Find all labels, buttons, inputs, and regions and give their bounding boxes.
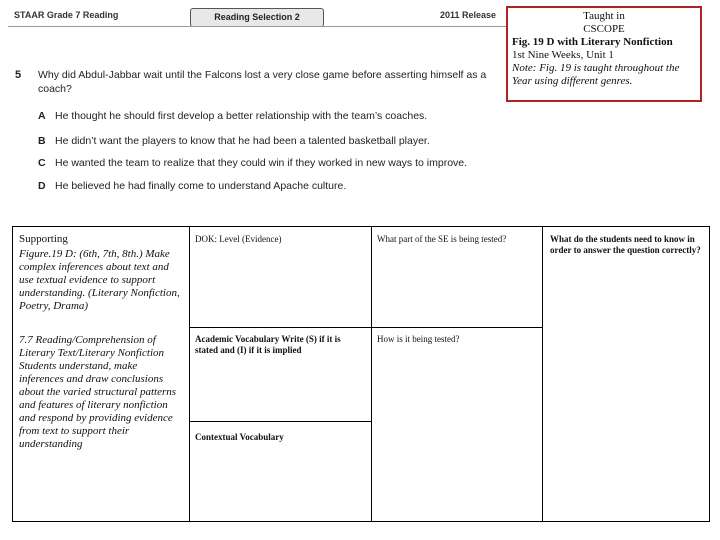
note-weeks: 1st Nine Weeks, Unit 1 bbox=[512, 49, 614, 61]
option-text: He didn’t want the players to know that he had been a talented basketball player. bbox=[55, 135, 430, 147]
dok-header: DOK: Level (Evidence) bbox=[195, 234, 282, 244]
supporting-label bbox=[19, 233, 184, 246]
students-need-header: What do the students need to know in order to answer the question correctly? bbox=[550, 234, 701, 255]
header-rule bbox=[8, 26, 513, 27]
supporting-text: Supporting bbox=[19, 233, 68, 245]
figure-text: Figure.19 D: (6th, 7th, 8th.) Make complex inferences about text and use textual evidence to support understanding. (Literary Nonfiction, Poetry, Drama) bbox=[19, 248, 180, 312]
option-letter: B bbox=[38, 135, 46, 147]
option-letter: D bbox=[38, 180, 46, 192]
planning-table bbox=[12, 226, 710, 522]
divider bbox=[189, 421, 371, 422]
reading-standard bbox=[19, 334, 184, 451]
selection-tab: Reading Selection 2 bbox=[190, 8, 324, 27]
option-letter: C bbox=[38, 157, 46, 169]
note-cscope: CSCOPE bbox=[583, 23, 625, 35]
cscope-note bbox=[506, 6, 702, 102]
se-part-header: What part of the SE is being tested? bbox=[377, 234, 507, 244]
note-remark: Note: Fig. 19 is taught throughout the Year using different genres. bbox=[512, 62, 680, 87]
option-b bbox=[38, 135, 430, 147]
test-header: STAAR Grade 7 Reading bbox=[14, 10, 119, 20]
note-fig: Fig. 19 D with Literary Nonfiction bbox=[512, 36, 673, 48]
option-text: He believed he had finally come to understand Apache culture. bbox=[55, 180, 347, 192]
how-tested-header: How is it being tested? bbox=[377, 334, 460, 344]
option-a bbox=[38, 110, 427, 122]
academic-vocab-header: Academic Vocabulary Write (S) if it is stated and (I) if it is implied bbox=[195, 334, 341, 355]
question-text: Why did Abdul-Jabbar wait until the Falcons lost a very close game before asserting himself as a coach? bbox=[38, 69, 487, 95]
figure-standard bbox=[19, 248, 184, 313]
divider bbox=[542, 227, 543, 521]
option-d bbox=[38, 180, 346, 192]
contextual-vocab-header: Contextual Vocabulary bbox=[195, 432, 284, 442]
standard-text: 7.7 Reading/Comprehension of Literary Text/Literary Nonfiction Students understand, make inferences and draw conclusions about the varied structural patterns and features of literary nonfiction and respond by providing evidence from text to support their understanding bbox=[19, 334, 177, 450]
option-c bbox=[38, 157, 467, 169]
divider bbox=[189, 227, 190, 521]
divider bbox=[371, 227, 372, 521]
option-letter: A bbox=[38, 110, 46, 122]
option-text: He wanted the team to realize that they could win if they worked in new ways to improve. bbox=[55, 157, 468, 169]
release-label: 2011 Release bbox=[440, 10, 497, 20]
option-text: He thought he should first develop a better relationship with the team’s coaches. bbox=[55, 110, 428, 122]
divider bbox=[189, 327, 542, 328]
note-taught: Taught in bbox=[583, 10, 625, 22]
question-number: 5 bbox=[15, 69, 22, 81]
